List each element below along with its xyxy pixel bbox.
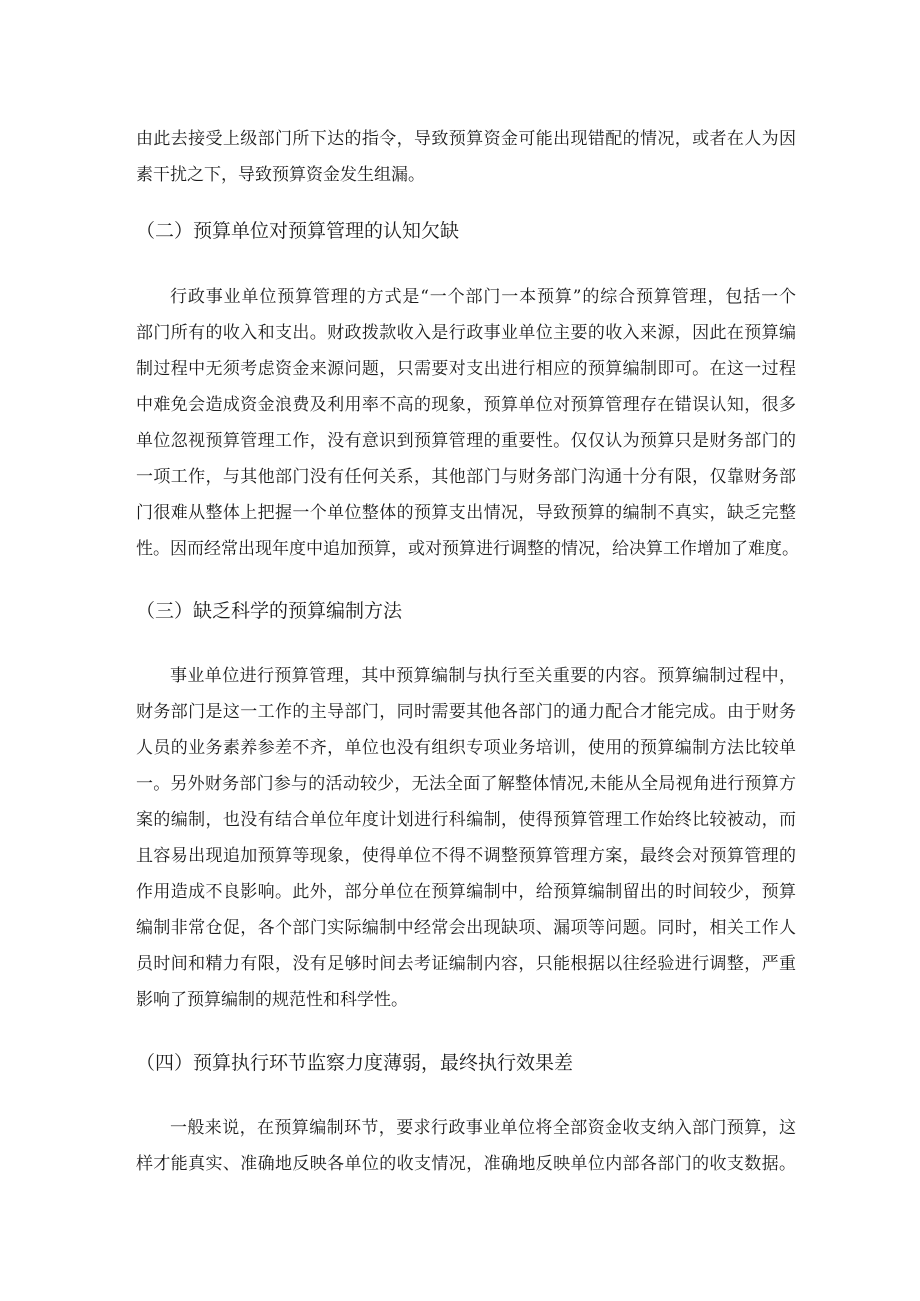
text-line: 且容易出现追加预算等现象，使得单位不得不调整预算管理方案，最终会对预算管理的 (136, 846, 796, 866)
text-line: 编制非常仓促，各个部门实际编制中经常会出现缺项、漏项等问题。同时，相关工作人 (136, 918, 796, 938)
paragraph-section-4 (136, 1110, 796, 1182)
text-line: 员时间和精力有限，没有足够时间去考证编制内容，只能根据以往经验进行调整，严重 (136, 954, 796, 974)
text-line: 一。另外财务部门参与的活动较少，无法全面了解整体情况,未能从全局视角进行预算方 (136, 774, 796, 794)
text-line: 影响了预算编制的规范性和科学性。 (136, 990, 408, 1010)
text-line: 样才能真实、准确地反映各单位的收支情况，准确地反映单位内部各部门的收支数据。 (136, 1154, 796, 1174)
section-heading-2: （二）预算单位对预算管理的认知欠缺 (136, 220, 460, 242)
text-line: 作用造成不良影响。此外，部分单位在预算编制中，给预算编制留出的时间较少，预算 (136, 882, 796, 902)
text-line: 财务部门是这一工作的主导部门，同时需要其他各部门的通力配合才能完成。由于财务 (136, 702, 796, 722)
paragraph-section-2 (136, 279, 799, 567)
text-line: 中难免会造成资金浪费及利用率不高的现象，预算单位对预算管理存在错误认知，很多 (136, 395, 796, 415)
text-line: 人员的业务素养参差不齐，单位也没有组织专项业务培训，使用的预算编制方法比较单 (136, 738, 796, 758)
text-line: 一项工作，与其他部门没有任何关系，其他部门与财务部门沟通十分有限，仅靠财务部 (136, 467, 796, 487)
text-line: 性。因而经常出现年度中追加预算，或对预算进行调整的情况，给决算工作增加了难度。 (136, 539, 799, 559)
text-line: 由此去接受上级部门所下达的指令，导致预算资金可能出现错配的情况，或者在人为因 (136, 129, 796, 149)
paragraph-section-3 (136, 658, 796, 1018)
text-line: 制过程中无须考虑资金来源问题，只需要对支出进行相应的预算编制即可。在这一过程 (136, 359, 796, 379)
text-line: 部门所有的收入和支出。财政拨款收入是行政事业单位主要的收入来源，因此在预算编 (136, 323, 796, 343)
text-line: 门很难从整体上把握一个单位整体的预算支出情况，导致预算的编制不真实，缺乏完整 (136, 503, 796, 523)
text-line: 案的编制，也没有结合单位年度计划进行科编制，使得预算管理工作始终比较被动，而 (136, 810, 796, 830)
paragraph-continuation (136, 121, 796, 193)
section-heading-4: （四）预算执行环节监察力度薄弱，最终执行效果差 (136, 1052, 574, 1074)
text-line: 一般来说，在预算编制环节，要求行政事业单位将全部资金收支纳入部门预算，这 (170, 1118, 796, 1138)
text-line: 行政事业单位预算管理的方式是“一个部门一本预算”的综合预算管理，包括一个 (170, 287, 796, 307)
text-line: 单位忽视预算管理工作，没有意识到预算管理的重要性。仅仅认为预算只是财务部门的 (136, 431, 796, 451)
text-line: 素干扰之下，导致预算资金发生组漏。 (136, 165, 425, 185)
section-heading-3: （三）缺乏科学的预算编制方法 (136, 600, 403, 622)
text-line: 事业单位进行预算管理，其中预算编制与执行至关重要的内容。预算编制过程中， (170, 666, 796, 686)
